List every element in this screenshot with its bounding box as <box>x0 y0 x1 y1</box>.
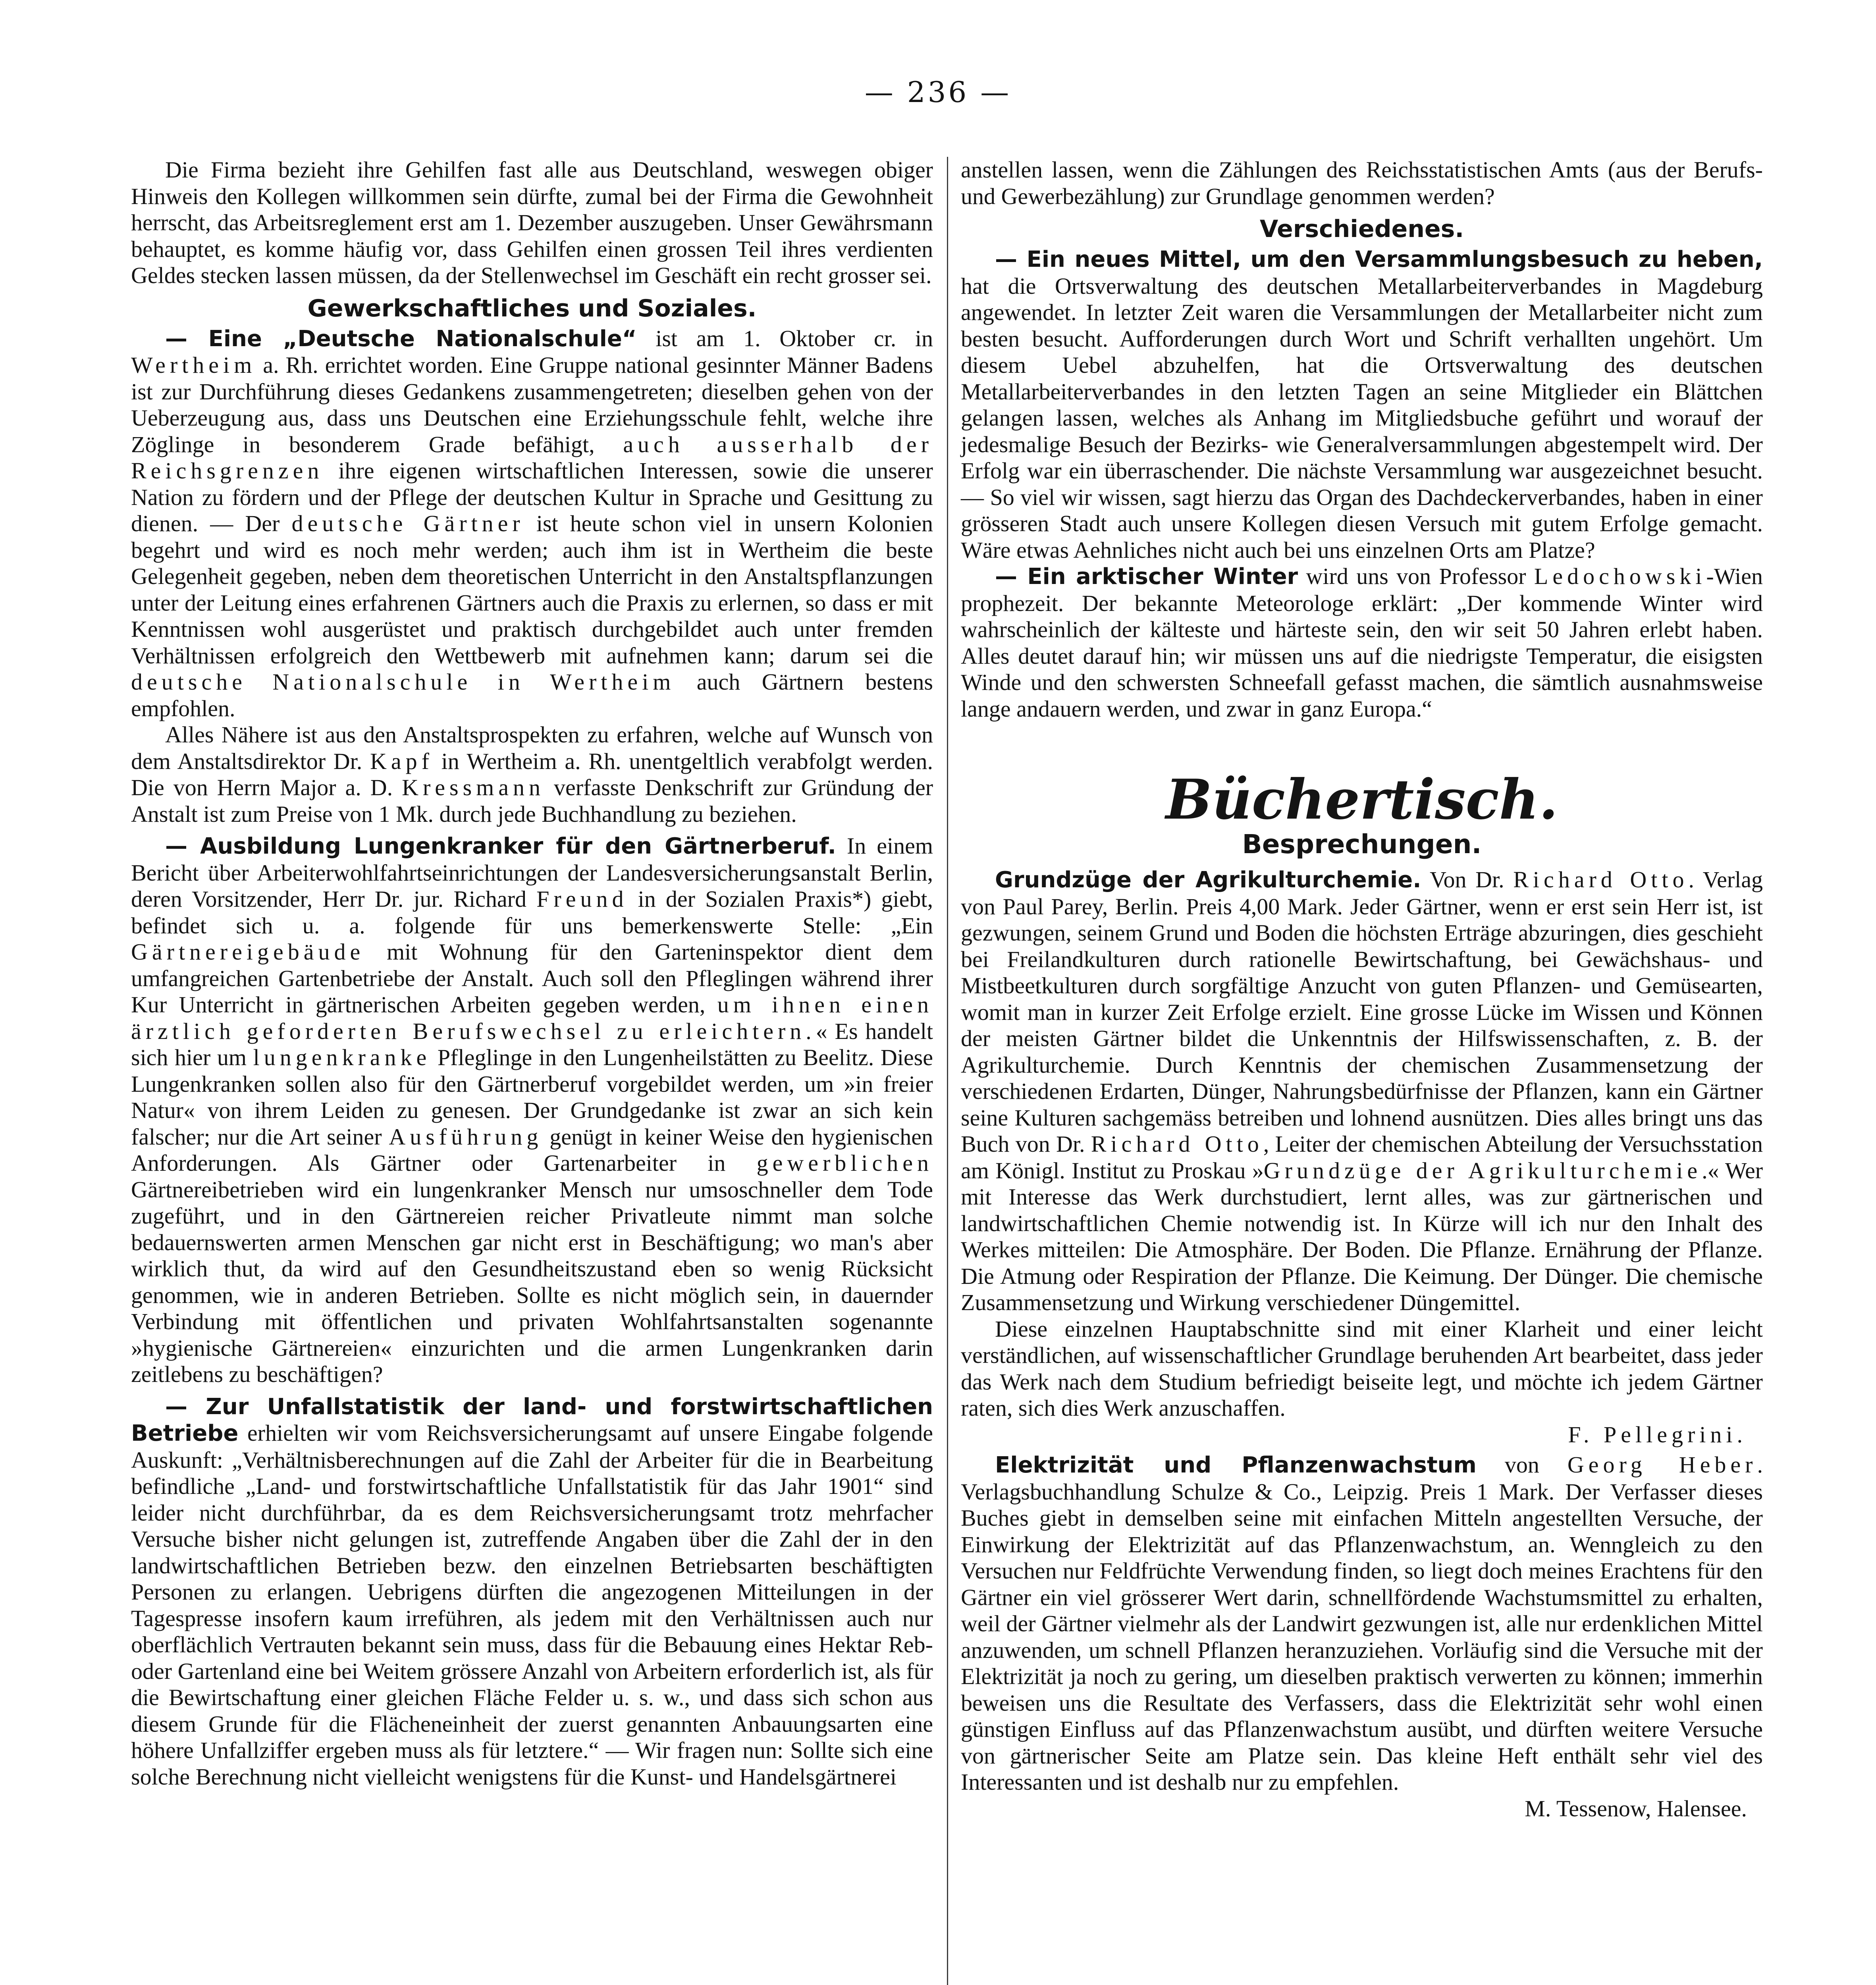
article-lead: — Eine „Deutsche Nationalschule“ <box>165 326 637 352</box>
left-column <box>131 157 933 1790</box>
column-divider <box>947 157 948 1985</box>
article-lead: — Ein arktischer Winter <box>995 564 1298 590</box>
article-arktischer-winter: — Ein arktischer Winter wird uns von Professor Ledochowski-Wien prophezeit. Der bekannte Meteorologe erklärt: „Der kommende Winter wird wahrscheinlich der kälteste und härteste sein, den wir seit 50 Jahren erlebt haben. Alles deutet darauf hin; wir müssen uns auf die niedrigste Temperatur, die eisigsten Winde und den schwersten Schneefall gefasst machen, die sämtlich ausnahmsweise lange andauern werden, und zwar in ganz Europa.“ <box>961 563 1763 722</box>
review-lead: Grundzüge der Agrikulturchemie. <box>995 867 1421 893</box>
section-heading-verschiedenes: Verschiedenes. <box>1259 215 1464 243</box>
review-lead: Elektrizität und Pflanzenwachstum <box>995 1452 1477 1478</box>
article-nationalschule-details: Alles Nähere ist aus den Anstaltsprospekten zu erfahren, welche auf Wunsch von dem Anstaltsdirektor Dr. Kapf in Wertheim a. Rh. unentgeltlich verabfolgt werden. Die von Herrn Major a. D. Kressmann verfasste Denkschrift zur Gründung der Anstalt ist zum Preise von 1 Mk. durch jede Buchhandlung zu beziehen. <box>131 722 933 827</box>
article-nationalschule: — Eine „Deutsche Nationalschule“ ist am 1. Oktober cr. in Wertheim a. Rh. errichtet worden. Eine Gruppe national gesinnter Männer Badens ist zur Durchführung dieses Gedankens zusammengetreten; dieselben gehen von der Ueberzeugung aus, dass uns Deutschen eine Erziehungsschule fehlt, welche ihre Zöglinge in besonderem Grade befähigt, auch ausserhalb der Reichsgrenzen ihre eigenen wirtschaftlichen Interessen, sowie die unserer Nation zu fördern und der Pflege der deutschen Kultur in Sprache und Gesittung zu dienen. — Der deutsche Gärtner ist heute schon viel in unsern Kolonien begehrt und wird es noch mehr werden; auch ihm ist in Wertheim die beste Gelegenheit gegeben, neben dem theoretischen Unterricht in den Anstaltspflanzungen unter der Leitung eines erfahrenen Gärtners auch die Praxis zu erlernen, so dass er mit Kenntnissen wohl ausgerüstet und praktisch durchgebildet auch unter fremden Verhältnissen erfolgreich den Wettbewerb mit aufnehmen kann; darum sei die deutsche Nationalschule in Wertheim auch Gärtnern bestens empfohlen. <box>131 325 933 721</box>
article-lead: — Ausbildung Lungenkranker für den Gärtnerberuf. <box>165 833 836 859</box>
article-lead: — Zur Unfallstatistik der land- und forstwirtschaftlichen Betriebe <box>131 1393 933 1446</box>
paragraph-continuation: Die Firma bezieht ihre Gehilfen fast alle aus Deutschland, weswegen obiger Hinweis den Kollegen willkommen sein dürfte, zumal bei der Firma die Gewohnheit herrscht, das Arbeitsreglement erst am 1. Dezember auszugeben. Unser Gewährsmann behauptet, es komme häufig vor, dass Gehilfen einen grossen Teil ihres verdienten Geldes stecken lassen müssen, da der Stellenwechsel im Geschäft ein recht grosser sei. <box>131 157 933 288</box>
right-column <box>961 157 1763 1822</box>
paragraph-continuation: anstellen lassen, wenn die Zählungen des Reichsstatistischen Amts (aus der Berufs- und Gewerbezählung) zur Grundlage genommen werden? <box>961 157 1763 209</box>
review-elektrizitaet: Elektrizität und Pflanzenwachstum von Georg Heber. Verlagsbuchhandlung Schulze & Co., Leipzig. Preis 1 Mark. Der Verfasser dieses Buches giebt in demselben seine mit einfachen Mitteln angestellten Versuche, der Einwirkung der Elektrizität auf das Pflanzenwachstum, an. Wenngleich zu den Versuchen nur Feldfrüchte Verwendung finden, so liegt doch meines Erachtens für den Gärtner ein viel grösserer Wert darin, schnellfördende Wachstumsmittel zu erhalten, weil der Gärtner vielmehr als der Landwirt gezwungen ist, alle nur erdenklichen Mittel anzuwenden, um schnell Pflanzen heranzuziehen. Vorläufig sind die Versuche mit der Elektrizität ja noch zu gering, um dieselben praktisch verwerten zu können; immerhin beweisen uns die Resultate des Verfassers, dass die Elektrizität sehr wohl einen günstigen Einfluss auf das Pflanzenwachstum ausübt, und dürften weitere Versuche von gärtnerischer Seite am Platze sein. Das kleine Heft enthält sehr viel des Interessanten und ist deshalb nur zu empfehlen. <box>961 1452 1763 1795</box>
review-signature: M. Tessenow, Halensee. <box>1525 1795 1747 1821</box>
page-number: — 236 — <box>864 75 1012 109</box>
article-lungenkranke: — Ausbildung Lungenkranker für den Gärtnerberuf. In einem Bericht über Arbeiterwohlfahrtseinrichtungen der Landesversicherungsanstalt Berlin, deren Vorsitzender, Herr Dr. jur. Richard Freund in der Sozialen Praxis*) giebt, befindet sich u. a. folgende für uns bemerkenswerte Stelle: „Ein Gärtnereigebäude mit Wohnung für den Garteninspektor dient dem umfangreichen Gartenbetriebe der Anstalt. Auch soll den Pfleglingen während ihrer Kur Unterricht in gärtnerischen Arbeiten gegeben werden, um ihnen einen ärztlich geforderten Berufswechsel zu erleichtern.« Es handelt sich hier um lungenkranke Pfleglinge in den Lungenheilstätten zu Beelitz. Diese Lungenkranken sollen also für den Gärtnerberuf vorgebildet werden, um »in freier Natur« von ihrem Leiden zu genesen. Der Grundgedanke ist zwar an sich kein falscher; nur die Art seiner Ausführung genügt in keiner Weise den hygienischen Anforderungen. Als Gärtner oder Gartenarbeiter in gewerblichen Gärtnereibetrieben wird ein lungenkranker Mensch nur umsoschneller dem Tode zugeführt, und in den Gärtnereien reicher Privatleute nimmt man solche bedauernswerten armen Menschen gar nicht erst in Beschäftigung; wo man's aber wirklich thut, da wird auf den Gesundheitszustand eben so wenig Rücksicht genommen, wie in anderen Betrieben. Sollte es nicht möglich sein, in dauernder Verbindung mit öffentlichen und privaten Wohlfahrtsanstalten sogenannte »hygienische Gärtnereien« einzurichten und die armen Lungenkranken darin zeitlebens zu beschäftigen? <box>131 833 933 1387</box>
article-versammlungsbesuch: — Ein neues Mittel, um den Versammlungsbesuch zu heben, hat die Ortsverwaltung des deutschen Metallarbeiterverbandes in Magdeburg angewendet. In letzter Zeit waren die Versammlungen der Metallarbeiter nicht zum besten besucht. Aufforderungen durch Wort und Schrift verhallten ungehört. Um diesem Uebel abzuhelfen, hat die Ortsverwaltung des deutschen Metallarbeiterverbandes in den letzten Tagen an seine Mitglieder ein Blättchen gelangen lassen, welches als Anhang im Mitgliedsbuche geführt und worauf der jedesmalige Besuch der Bezirks- wie Generalversammlungen abgestempelt wird. Der Erfolg war ein überraschender. Die nächste Versammlung war ausgezeichnet besucht. — So viel wir wissen, sagt hierzu das Organ des Dachdeckerverbandes, haben in einer grösseren Stadt auch unsere Kollegen diesen Versuch mit gutem Erfolge gemacht. Wäre etwas Aehnliches nicht auch bei uns einzelnen Orts am Platze? <box>961 247 1763 563</box>
review-agrikulturchemie-conclusion: Diese einzelnen Hauptabschnitte sind mit einer Klarheit und einer leicht verständlichen, auf wissenschaftlicher Grundlage beruhenden Art bearbeitet, dass jeder das Werk nach dem Studium befriedigt beiseite legt, und möchte ich jedem Gärtner raten, sich dies Werk anzuschaffen. <box>961 1316 1763 1421</box>
subheading-besprechungen: Besprechungen. <box>1242 829 1482 860</box>
section-heading-gewerkschaftliches: Gewerkschaftliches und Soziales. <box>307 294 757 322</box>
review-agrikulturchemie: Grundzüge der Agrikulturchemie. Von Dr. Richard Otto. Verlag von Paul Parey, Berlin. Preis 4,00 Mark. Jeder Gärtner, wenn er erst sein Herr ist, ist gezwungen, seinem Grund und Boden die höchsten Erträge abzuringen, dies geschieht bei Freilandkulturen durch rationelle Bewirtschaftung, bei Gewächshaus- und Mistbeetkulturen durch sorgfältige Anzucht von guten Pflanzen- und Gemüsearten, womit man in kurzer Zeit Erfolge erzielt. Eine grosse Lücke im Wissen und Können der meisten Gärtner bildet die Unkenntnis der Hilfswissenschaften, z. B. der Agrikulturchemie. Durch Kenntnis der chemischen Zusammensetzung der verschiedenen Erdarten, Dünger, Nahrungsbedürfnisse der Pflanzen, kann ein Gärtner seine Kulturen sachgemäss betreiben und lohnend ausnützen. Dies alles bringt uns das Buch von Dr. Richard Otto, Leiter der chemischen Abteilung der Versuchsstation am Königl. Institut zu Proskau »Grundzüge der Agrikulturchemie.« Wer mit Interesse das Werk durchstudiert, lernt alles, was zur gärtnerischen und landwirtschaftlichen Chemie notwendig ist. In Kürze will ich nur den Inhalt des Werkes mitteilen: Die Atmosphäre. Der Boden. Die Pflanze. Ernährung der Pflanze. Die Atmung oder Respiration der Pflanze. Die Keimung. Der Dünger. Die chemische Zusammensetzung und Wirkung verschiedener Düngemittel. <box>961 867 1763 1315</box>
article-lead: — Ein neues Mittel, um den Versammlungsbesuch zu heben, <box>995 247 1763 272</box>
review-signature: F. Pellegrini. <box>1568 1421 1747 1447</box>
section-heading-buechertisch: Büchertisch. <box>1165 767 1558 832</box>
article-unfallstatistik: — Zur Unfallstatistik der land- und forstwirtschaftlichen Betriebe erhielten wir vom Reichsversicherungsamt auf unsere Eingabe folgende Auskunft: „Verhältnisberechnungen auf die Zahl der Arbeiter für die in Bearbeitung befindliche „Land- und forstwirtschaftliche Unfallstatistik für das Jahr 1901“ sind leider nicht durchführbar, da es dem Reichsversicherungsamt trotz mehrfacher Versuche bisher nicht gelungen ist, zutreffende Angaben über die Zahl der in den landwirtschaftlichen Betrieben bezw. den einzelnen Betriebsarten beschäftigten Personen zu erlangen. Uebrigens dürften die angezogenen Mitteilungen in der Tagespresse insofern kaum irreführen, als jedem mit den Verhältnissen auch nur oberflächlich Vertrauten bekannt sein muss, dass für die Bebauung eines Hektar Reb- oder Gartenland eine bei Weitem grössere Anzahl von Arbeitern erforderlich ist, als für die Bewirtschaftung einer gleichen Fläche Felder u. s. w., und dass sich schon aus diesem Grunde für die Flächeneinheit der zuerst genannten Anbauungsarten eine höhere Unfallziffer ergeben muss als für letztere.“ — Wir fragen nun: Sollte sich eine solche Berechnung nicht vielleicht wenigstens für die Kunst- und Handelsgärtnerei <box>131 1393 933 1790</box>
